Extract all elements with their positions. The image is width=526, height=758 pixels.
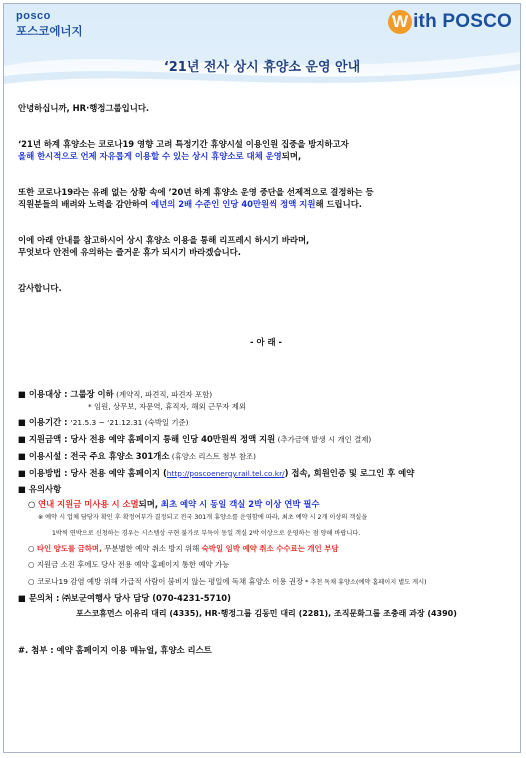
notice-2-red-text-2: 숙박일 임박 예약 취소 수수료는 개인 부담 <box>201 544 339 553</box>
detail-method-tail: ) 접속, 회원인증 및 로그인 후 예약 <box>284 468 415 478</box>
notice-2-mid: 무분별한 예약 취소 방지 위해 <box>101 544 202 553</box>
circle-bullet-icon: ○ <box>28 577 35 586</box>
detail-facility-label: ■ 이용시설 : <box>18 451 71 461</box>
notice-1-mid: 되며, <box>138 499 161 509</box>
notice-heading: ■ 유의사항 <box>18 484 62 494</box>
detail-facility <box>18 450 514 463</box>
detail-method-label: ■ 이용방법 : <box>18 468 71 478</box>
circle-bullet-icon: ○ <box>28 560 35 569</box>
intro-paragraph-1-line-1: ‘21년 하계 휴양소는 코로나19 영향 고려 특정기간 휴양시설 이용인원 집중을 방지하고자 <box>18 139 349 149</box>
detail-contact-line-1: ㈜보군여행사 당사 담당 (070-4231-5710) <box>62 593 231 603</box>
notice-item-2 <box>18 543 514 555</box>
notice-4-text: 코로나19 감염 예방 위해 가급적 사람이 붐비지 않는 평일에 독채 휴양소 이용 권장 <box>37 577 304 586</box>
detail-method-value: 당사 전용 예약 홈페이지 ( <box>70 468 167 478</box>
posco-energy-logo <box>16 10 83 39</box>
greeting: 안녕하십니까, HR·행정그룹입니다. <box>18 103 150 113</box>
circle-bullet-icon: ○ <box>28 544 35 553</box>
document-frame <box>3 3 521 753</box>
detail-contact-label: ■ 문의처 : <box>18 593 63 603</box>
detail-support-label: ■ 지원금액 : <box>18 434 71 444</box>
circle-bullet-icon: ○ <box>28 499 36 509</box>
detail-method <box>18 467 514 480</box>
detail-target <box>18 388 514 401</box>
reservation-homepage-link[interactable]: http://poscoenergy.rail.tel.co.kr/ <box>166 469 285 478</box>
intro-paragraph-2-tail: 해 드립니다. <box>315 199 362 209</box>
detail-target-note: (계약직, 파견직, 파견자 포함) <box>113 390 213 399</box>
notice-4-small-text: * 추천 독채 휴양소(예약 홈페이지 별도 게시) <box>303 579 427 586</box>
notice-item-3 <box>18 559 514 571</box>
detail-period <box>18 416 514 429</box>
detail-period-value: ‘21.5.3 ~ ‘21.12.31 <box>70 418 143 427</box>
detail-support-note: (추가금액 발생 시 개인 결제) <box>275 435 372 444</box>
detail-target-value: 그룹장 이하 <box>70 389 114 399</box>
intro-paragraph-2-line-2 <box>18 198 514 210</box>
detail-support-value: 당사 전용 예약 홈페이지 통해 인당 40만원씩 정액 지원 <box>70 434 276 444</box>
notice-item-4 <box>18 575 514 589</box>
notice-item-1 <box>18 498 514 510</box>
detail-contact <box>18 592 514 604</box>
with-posco-mark-icon: W <box>388 10 412 34</box>
detail-support <box>18 433 514 446</box>
with-posco-logo-text: ith POSCO <box>413 11 512 32</box>
document-title: ‘21년 전사 상시 휴양소 운영 안내 <box>163 60 361 75</box>
intro-paragraph-3-line-2: 무엇보다 안전에 유의하는 즐거운 휴가 되시기 바라겠습니다. <box>18 247 241 257</box>
posco-energy-logo-text: 포스코에너지 <box>16 24 83 38</box>
detail-period-label: ■ 이용기간 : <box>18 417 71 427</box>
detail-target-exclusion: * 임원, 상무보, 자문역, 휴직자, 해외 근무자 제외 <box>88 402 247 411</box>
posco-logo-text: posco <box>16 10 51 22</box>
with-posco-logo <box>388 10 512 34</box>
intro-paragraph-3-line-1: 이에 아래 안내를 참고하시어 상시 휴양소 이용을 통해 리프레시 하시기 바라며, <box>18 235 310 245</box>
detail-contact-line-2: 포스코휴먼스 이유리 대리 (4335), HR·행정그룹 김동민 대리 (2281), 조직문화그룹 조충래 과장 (4390) <box>76 609 457 618</box>
closing-thanks: 감사합니다. <box>18 283 62 293</box>
document-body <box>18 102 514 656</box>
document-header <box>4 4 520 92</box>
detail-target-label: ■ 이용대상 : <box>18 389 71 399</box>
notice-3-text: 지원금 소진 후에도 당사 전용 예약 홈페이지 통한 예약 가능 <box>36 560 230 569</box>
detail-facility-value: 전국 주요 휴양소 301개소 <box>70 451 170 461</box>
highlight-support-amount: 예년의 2배 수준인 인당 40만원씩 정액 지원 <box>151 199 316 209</box>
notice-1-sub-line-1: ※ 예약 시 업체 담당자 확인 후 확정여부가 결정되고 전국 301개 휴양소를 운영함에 따라, 최초 예약 시 2개 이상의 객실을 <box>38 514 368 521</box>
notice-2-red-text-1: 타인 양도를 금하며, <box>36 544 102 553</box>
intro-paragraph-2-head: 직원분들의 배려와 노력을 감안하여 <box>18 199 152 209</box>
intro-paragraph-1-line-2 <box>18 150 514 162</box>
detail-facility-note: (휴양소 리스트 첨부 참조) <box>169 452 256 461</box>
notice-1-sub-line-2: 1박씩 연박으로 신청하는 경우는 시스템상 구현 불가로 부득이 동일 객실 2박 이상으로 운영하는 점 양해 바랍니다. <box>52 530 361 537</box>
highlight-always-open-resort: 올해 한시적으로 언제 자유롭게 이용할 수 있는 상시 휴양소로 대체 운영 <box>18 151 282 161</box>
attachment-note: #. 첨부 : 예약 홈페이지 이용 매뉴얼, 휴양소 리스트 <box>18 645 212 655</box>
notice-1-blue-text: 최초 예약 시 동일 객실 2박 이상 연박 필수 <box>160 499 320 509</box>
section-divider: - 아 래 - <box>250 337 282 347</box>
intro-paragraph-1-tail: 되며, <box>281 151 302 161</box>
notice-1-red-text: 연내 지원금 미사용 시 소멸 <box>37 499 139 509</box>
detail-period-note: (숙박일 기준) <box>142 418 189 427</box>
intro-paragraph-2-line-1: 또한 코로나19라는 유례 없는 상황 속에 ’20년 하계 휴양소 운영 중단을 선제적으로 결정하는 등 <box>18 187 374 197</box>
